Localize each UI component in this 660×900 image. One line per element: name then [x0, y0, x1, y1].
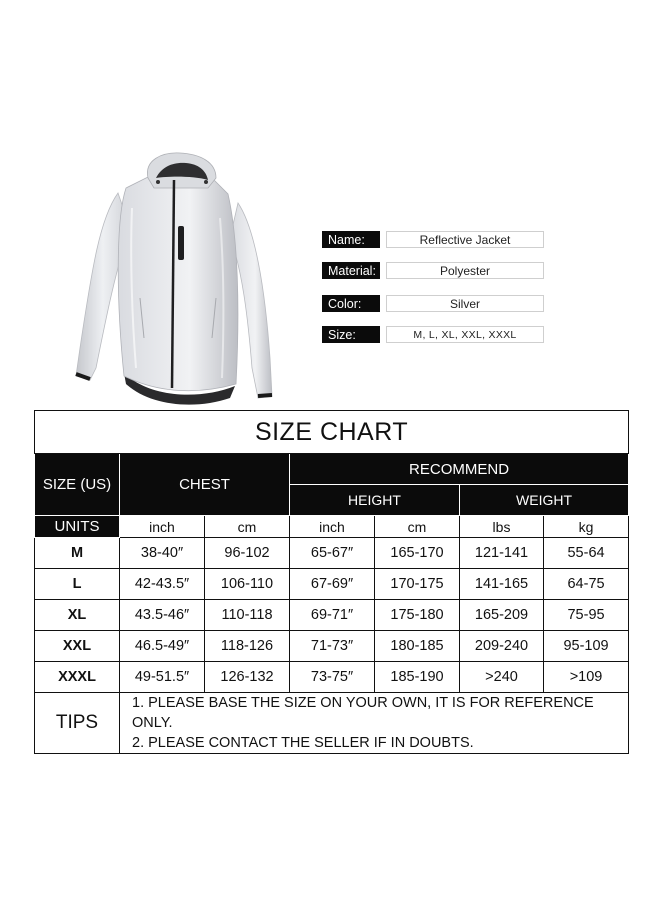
- table-cell: 69-71″: [290, 600, 375, 631]
- table-cell: 118-126: [205, 631, 290, 662]
- table-cell: 75-95: [544, 600, 629, 631]
- tip-line: 2. PLEASE CONTACT THE SELLER IF IN DOUBTS.: [132, 735, 474, 751]
- spec-row-name: [322, 230, 544, 249]
- header-chest: CHEST: [120, 454, 290, 516]
- unit-cell: inch: [290, 516, 375, 538]
- table-cell: 42-43.5″: [120, 569, 205, 600]
- unit-cell: inch: [120, 516, 205, 538]
- tips-text: [120, 693, 629, 754]
- size-label: XL: [35, 600, 120, 631]
- spec-key: Size:: [322, 326, 380, 343]
- tip-line: 1. PLEASE BASE THE SIZE ON YOUR OWN, IT IS FOR REFERENCE ONLY.: [132, 695, 594, 731]
- table-row: [35, 538, 629, 569]
- jacket-image: [70, 148, 280, 408]
- size-label: L: [35, 569, 120, 600]
- spec-key: Color:: [322, 295, 380, 312]
- table-cell: 64-75: [544, 569, 629, 600]
- table-cell: 96-102: [205, 538, 290, 569]
- table-cell: 185-190: [375, 662, 460, 693]
- size-label: XXXL: [35, 662, 120, 693]
- size-label: M: [35, 538, 120, 569]
- tips-label: TIPS: [35, 693, 120, 754]
- spec-row-material: [322, 261, 544, 280]
- spec-row-size: [322, 325, 544, 344]
- table-cell: 95-109: [544, 631, 629, 662]
- table-cell: 170-175: [375, 569, 460, 600]
- spec-value: M, L, XL, XXL, XXXL: [386, 326, 544, 343]
- header-units: UNITS: [35, 516, 120, 538]
- unit-cell: lbs: [460, 516, 544, 538]
- spec-value: Polyester: [386, 262, 544, 279]
- table-cell: >240: [460, 662, 544, 693]
- size-chart-title: SIZE CHART: [35, 411, 629, 454]
- table-cell: 110-118: [205, 600, 290, 631]
- table-cell: 38-40″: [120, 538, 205, 569]
- spec-key: Material:: [322, 262, 380, 279]
- unit-cell: cm: [205, 516, 290, 538]
- table-cell: 43.5-46″: [120, 600, 205, 631]
- table-cell: 141-165: [460, 569, 544, 600]
- size-label: XXL: [35, 631, 120, 662]
- spec-key: Name:: [322, 231, 380, 248]
- unit-cell: kg: [544, 516, 629, 538]
- table-row: [35, 569, 629, 600]
- table-cell: 73-75″: [290, 662, 375, 693]
- table-row: [35, 662, 629, 693]
- header-size: SIZE (US): [35, 454, 120, 516]
- table-row: [35, 631, 629, 662]
- table-cell: 65-67″: [290, 538, 375, 569]
- spec-value: Reflective Jacket: [386, 231, 544, 248]
- header-weight: WEIGHT: [460, 485, 629, 516]
- table-cell: 49-51.5″: [120, 662, 205, 693]
- table-cell: 126-132: [205, 662, 290, 693]
- spec-value: Silver: [386, 295, 544, 312]
- header-recommend: RECOMMEND: [290, 454, 629, 485]
- header-height: HEIGHT: [290, 485, 460, 516]
- spec-row-color: [322, 294, 544, 313]
- table-cell: 165-209: [460, 600, 544, 631]
- table-cell: 106-110: [205, 569, 290, 600]
- table-cell: 67-69″: [290, 569, 375, 600]
- table-cell: 175-180: [375, 600, 460, 631]
- table-cell: 165-170: [375, 538, 460, 569]
- table-cell: 180-185: [375, 631, 460, 662]
- table-cell: >109: [544, 662, 629, 693]
- table-cell: 121-141: [460, 538, 544, 569]
- unit-cell: cm: [375, 516, 460, 538]
- table-cell: 55-64: [544, 538, 629, 569]
- table-cell: 46.5-49″: [120, 631, 205, 662]
- size-chart-table: [34, 410, 629, 754]
- table-row: [35, 600, 629, 631]
- table-cell: 209-240: [460, 631, 544, 662]
- table-cell: 71-73″: [290, 631, 375, 662]
